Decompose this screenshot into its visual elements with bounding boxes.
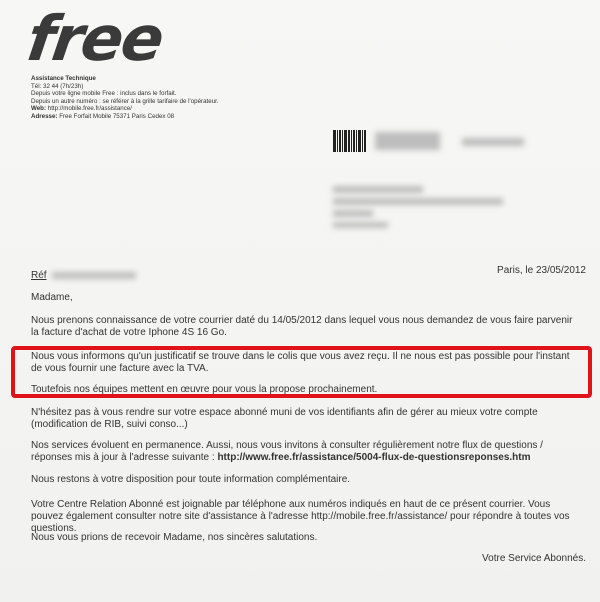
paragraph-8: Nous vous prions de recevoir Madame, nos sincères salutations. bbox=[31, 532, 318, 543]
sender-address bbox=[31, 113, 219, 121]
sender-address-label: Adresse: bbox=[31, 112, 58, 120]
paragraph-5 bbox=[31, 440, 583, 464]
sender-title: Assistance Technique bbox=[31, 75, 96, 82]
faq-link[interactable]: http://www.free.fr/assistance/5004-flux-de-questionsreponses.htm bbox=[217, 452, 531, 464]
sender-line1: Depuis votre ligne mobile Free : inclus dans le forfait. bbox=[31, 90, 177, 98]
sender-web-label: Web: bbox=[31, 105, 47, 113]
paragraph-4: N'hésitez pas à vous rendre sur votre espace abonné muni de vos identifiants afin de gérer au mieux votre compte (modification de RIB, suivi conso...) bbox=[31, 407, 538, 431]
greeting: Madame, bbox=[31, 292, 73, 303]
red-highlight-box bbox=[11, 346, 592, 398]
redacted-code bbox=[462, 138, 524, 146]
recipient-address-redacted bbox=[333, 186, 533, 236]
sender-address-value: Free Forfait Mobile 75371 Paris Cedex 08 bbox=[59, 112, 175, 120]
paragraph-7: Votre Centre Relation Abonné est joignable par téléphone aux numéros indiqués en haut de ce présent courrier. Vous pouvez également consulter notre site d'assistance à l'adresse http://mobile.free.fr/assistance/ pour répondre à toutes vos questions. bbox=[31, 499, 570, 535]
sender-web bbox=[31, 105, 219, 113]
reference-label: Réf bbox=[31, 270, 47, 281]
signature: Votre Service Abonnés. bbox=[482, 553, 586, 564]
paragraph-2: Nous vous informons qu'un justificatif se trouve dans le colis que vous avez reçu. Il ne nous est pas possible pour l'instant de vous fournir une facture avec la TVA. bbox=[31, 351, 570, 375]
redacted-reference bbox=[52, 272, 136, 279]
sender-block bbox=[31, 75, 219, 121]
redacted-barcode bbox=[375, 132, 440, 150]
reference bbox=[31, 270, 47, 281]
free-logo: free bbox=[22, 2, 167, 75]
sender-line2: Depuis un autre numéro : se référer à la grille tarifaire de l'opérateur. bbox=[31, 97, 219, 105]
paragraph-5-text: Nos services évoluent en permanence. Aussi, nous vous invitons à consulter régulièrement notre flux de questions / réponses mis à jour à l'adresse suivante : bbox=[31, 440, 543, 464]
paragraph-6: Nous restons à votre disposition pour toute information complémentaire. bbox=[31, 474, 351, 485]
sender-web-url: http://mobile.free.fr/assistance/ bbox=[47, 105, 133, 113]
letter-date: Paris, le 23/05/2012 bbox=[497, 265, 586, 276]
sender-tel: Tél: 32 44 (7h/23h) bbox=[31, 82, 84, 90]
paragraph-1: Nous prenons connaissance de votre courrier daté du 14/05/2012 dans lequel vous nous demandez de vous faire parvenir la facture d'achat de votre Iphone 4S 16 Go. bbox=[31, 315, 573, 339]
paragraph-3: Toutefois nos équipes mettent en œuvre pour vous la propose prochainement. bbox=[31, 384, 378, 395]
letter-body bbox=[31, 292, 583, 543]
